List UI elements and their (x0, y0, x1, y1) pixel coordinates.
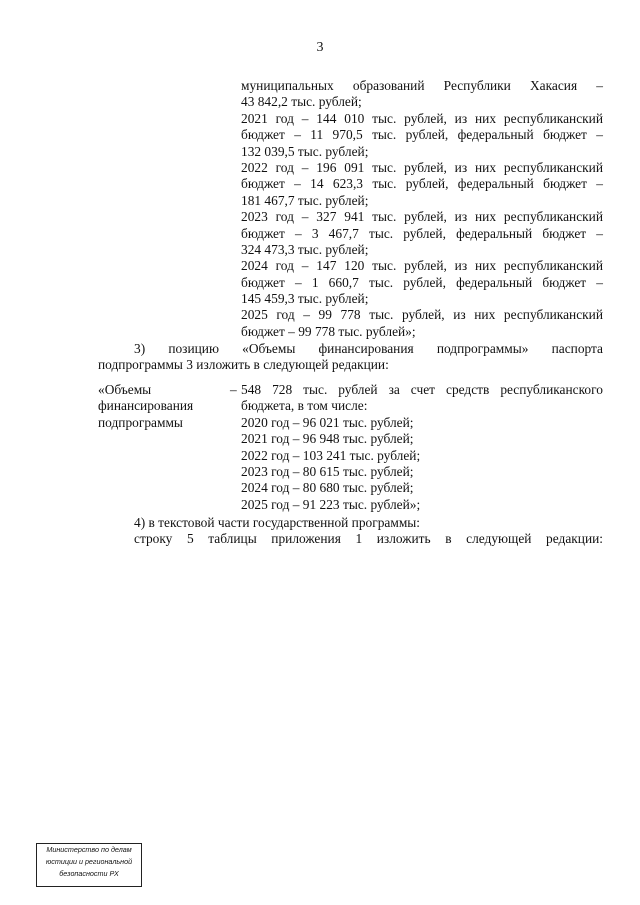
text-line: 2025 год – 99 778 тыс. рублей, из них республиканский (241, 307, 603, 323)
text-line: бюджет – 3 467,7 тыс. рублей, федеральный бюджет – (241, 225, 603, 241)
text-line: бюджет – 1 660,7 тыс. рублей, федеральный бюджет – (241, 274, 603, 290)
item-3-line-2: подпрограммы 3 изложить в следующей редакции: (98, 357, 389, 373)
text-line: 145 459,3 тыс. рублей; (241, 291, 369, 307)
item-4-paragraph (98, 515, 603, 548)
text-line: 2021 год – 96 948 тыс. рублей; (241, 431, 414, 447)
label-line: подпрограммы (98, 414, 183, 430)
text-line: бюджет – 99 778 тыс. рублей»; (241, 323, 416, 339)
text-line: 132 039,5 тыс. рублей; (241, 143, 369, 159)
text-line: 2024 год – 147 120 тыс. рублей, из них республиканский (241, 258, 603, 274)
item-3-line-1: 3) позицию «Объемы финансирования подпрограммы» паспорта (134, 341, 603, 356)
label-line: финансирования (98, 398, 194, 414)
subprogram-financing-label (98, 382, 228, 431)
text-line: 2025 год – 91 223 тыс. рублей»; (241, 496, 421, 512)
text-line: 2024 год – 80 680 тыс. рублей; (241, 480, 414, 496)
text-line: бюджет – 14 623,3 тыс. рублей, федеральный бюджет – (241, 176, 603, 192)
stamp-line: юстиции и региональной (45, 857, 133, 866)
stamp-line: безопасности РХ (59, 869, 119, 878)
label-line: «Объемы (98, 382, 152, 397)
text-line: бюджет – 11 970,5 тыс. рублей, федеральный бюджет – (241, 127, 603, 143)
text-line: 2023 год – 80 615 тыс. рублей; (241, 463, 414, 479)
text-line: 2022 год – 196 091 тыс. рублей, из них республиканский (241, 159, 603, 175)
text-line: 2020 год – 96 021 тыс. рублей; (241, 414, 414, 430)
text-line: 2022 год – 103 241 тыс. рублей; (241, 447, 421, 463)
text-line: муниципальных образований Республики Хакасия – (241, 78, 603, 93)
municipal-financing-block (241, 78, 603, 340)
page-number: 3 (316, 40, 324, 55)
subprogram-financing-values (241, 382, 603, 513)
label-dash: – (230, 382, 237, 397)
text-line: 548 728 тыс. рублей за счет средств республиканского (241, 382, 603, 397)
item-4-line-1: 4) в текстовой части государственной программы: (134, 515, 421, 530)
ministry-stamp (36, 843, 142, 887)
item-4-line-2: строку 5 таблицы приложения 1 изложить в следующей редакции: (134, 531, 603, 547)
text-line: бюджета, в том числе: (241, 398, 368, 414)
text-line: 324 473,3 тыс. рублей; (241, 241, 369, 257)
item-3-paragraph (98, 341, 603, 374)
stamp-line: Министерство по делам (46, 845, 132, 854)
text-line: 181 467,7 тыс. рублей; (241, 192, 369, 208)
text-line: 2021 год – 144 010 тыс. рублей, из них республиканский (241, 110, 603, 126)
text-line: 2023 год – 327 941 тыс. рублей, из них республиканский (241, 209, 603, 225)
text-line: 43 842,2 тыс. рублей; (241, 94, 362, 110)
